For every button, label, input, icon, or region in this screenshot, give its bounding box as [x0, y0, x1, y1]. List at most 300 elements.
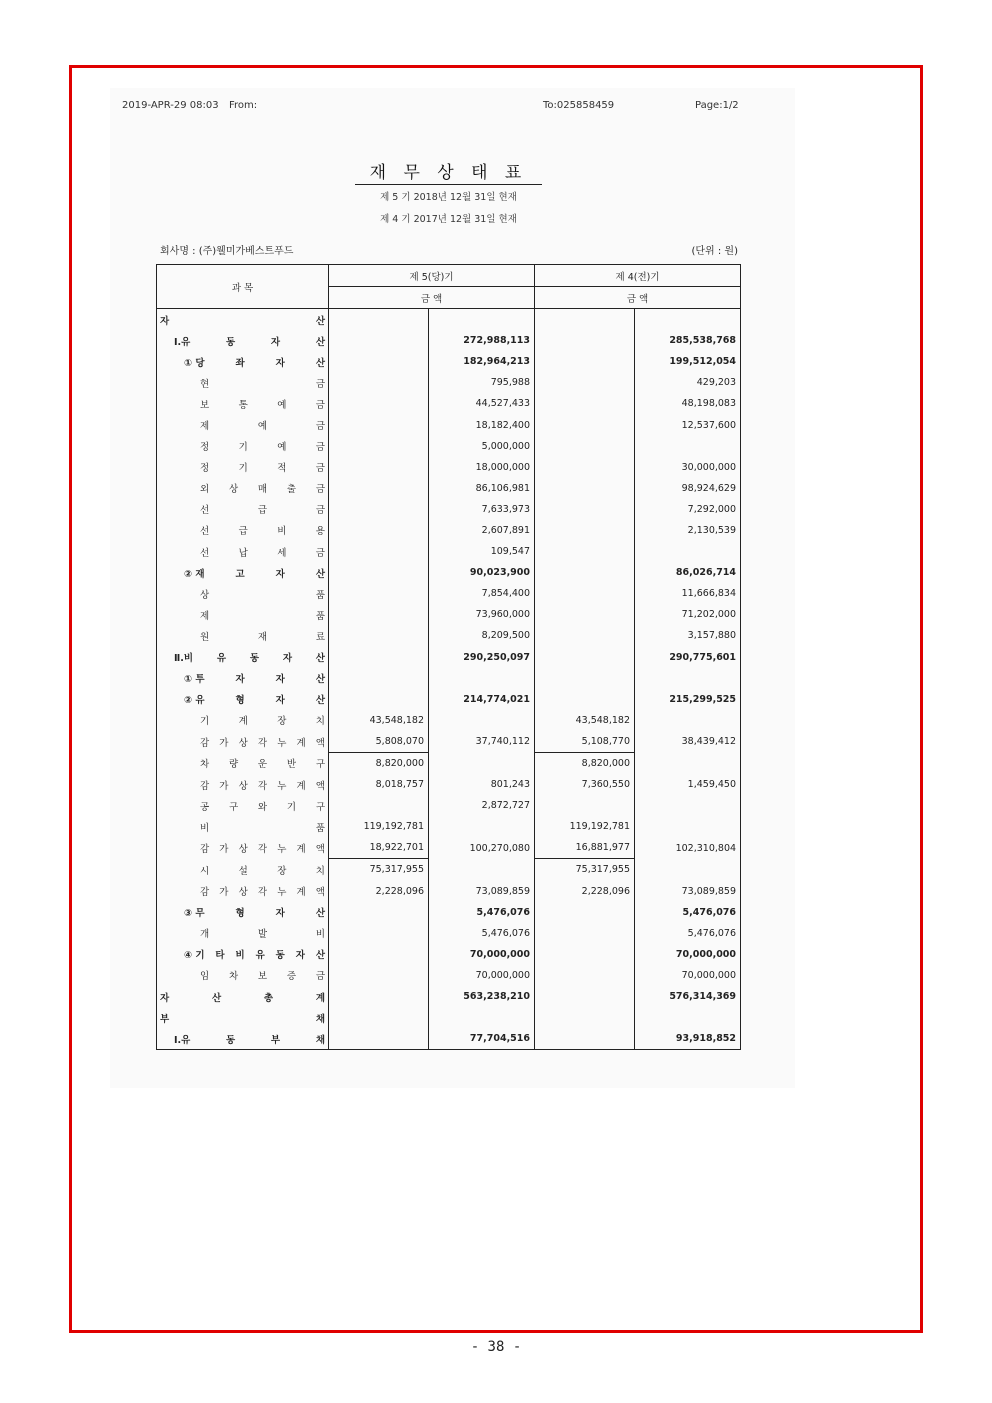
account-name-part: 가: [219, 737, 229, 749]
amount-p1: [535, 541, 635, 562]
account-name-part: 치: [315, 865, 325, 877]
amount-c2: 5,000,000: [429, 436, 535, 457]
fax-from: From:: [229, 100, 258, 111]
account-name-part: 총: [263, 992, 274, 1004]
account-name-part: 산: [211, 992, 222, 1004]
amount-p1: [535, 436, 635, 457]
unit-label: (단위 : 원): [691, 246, 738, 257]
amount-p2: [635, 668, 741, 689]
header-current-amount: 금 액: [329, 287, 535, 309]
account-name-part: 감: [200, 780, 210, 792]
account-name: [157, 478, 329, 499]
amount-p1: [535, 1028, 635, 1050]
amount-p1: [535, 604, 635, 625]
table-row: [157, 436, 741, 457]
account-name-part: 현: [200, 378, 210, 390]
account-name: [157, 902, 329, 923]
table-row: [157, 478, 741, 499]
account-name-part: 자: [275, 357, 285, 369]
account-name: [157, 625, 329, 646]
account-name-part: 외: [200, 484, 210, 496]
account-name-part: 각: [257, 737, 268, 749]
account-name-part: 계: [238, 716, 248, 728]
table-row: [157, 541, 741, 562]
amount-c2: [429, 309, 535, 331]
account-name-part: 산: [315, 336, 325, 348]
account-name-part: 상: [238, 887, 248, 899]
amount-p2: 93,918,852: [635, 1028, 741, 1050]
amount-p2: 30,000,000: [635, 457, 741, 478]
amount-p1: [535, 923, 635, 944]
amount-c1: [329, 986, 429, 1007]
amount-p2: 199,512,054: [635, 351, 741, 372]
table-row: [157, 499, 741, 520]
account-name: [157, 604, 329, 625]
amount-c1: 75,317,955: [329, 859, 429, 881]
amount-c2: 7,854,400: [429, 583, 535, 604]
account-name-part: ① 투: [184, 674, 205, 686]
amount-p1: [535, 478, 635, 499]
amount-p2: 5,476,076: [635, 923, 741, 944]
account-name-part: 부: [270, 1034, 281, 1046]
amount-c2: 70,000,000: [429, 944, 535, 965]
table-row: [157, 668, 741, 689]
account-name-part: 상: [238, 737, 248, 749]
amount-p2: 70,000,000: [635, 965, 741, 986]
account-name: [157, 499, 329, 520]
amount-c1: [329, 689, 429, 710]
amount-p2: [635, 816, 741, 837]
amount-p1: 75,317,955: [535, 859, 635, 881]
amount-c2: [429, 859, 535, 881]
amount-p2: 70,000,000: [635, 944, 741, 965]
account-name-part: 발: [257, 929, 268, 941]
account-name: [157, 752, 329, 774]
amount-c2: 77,704,516: [429, 1028, 535, 1050]
account-name-part: 보: [257, 971, 268, 983]
account-name-part: 임: [200, 971, 210, 983]
account-name-part: 구: [315, 801, 325, 813]
amount-p1: [535, 414, 635, 435]
account-name-part: 품: [315, 822, 325, 834]
account-name-part: 운: [257, 759, 268, 771]
table-row: [157, 393, 741, 414]
account-name-part: 자: [160, 315, 170, 327]
amount-p2: 102,310,804: [635, 837, 741, 859]
account-name-part: 정: [200, 442, 210, 454]
amount-p2: [635, 859, 741, 881]
account-name-part: 자: [270, 336, 281, 348]
account-name: [157, 541, 329, 562]
amount-c1: [329, 541, 429, 562]
account-name-part: 누: [277, 780, 287, 792]
amount-p1: [535, 457, 635, 478]
account-name: [157, 457, 329, 478]
amount-c2: [429, 752, 535, 774]
amount-c1: 2,228,096: [329, 881, 429, 902]
amount-p1: [535, 520, 635, 541]
account-name-part: 동: [226, 336, 236, 348]
table-row: [157, 881, 741, 902]
amount-p2: 48,198,083: [635, 393, 741, 414]
account-name-part: 장: [277, 716, 287, 728]
account-name-part: 액: [315, 887, 325, 899]
amount-c1: [329, 965, 429, 986]
account-name-part: 상: [238, 780, 248, 792]
amount-c1: [329, 625, 429, 646]
account-name-part: 정: [200, 463, 210, 475]
account-name-part: 자: [235, 674, 245, 686]
account-name: [157, 1007, 329, 1028]
account-name: [157, 393, 329, 414]
amount-c1: [329, 944, 429, 965]
amount-p2: [635, 795, 741, 816]
header-previous-amount: 금 액: [535, 287, 741, 309]
amount-p1: 16,881,977: [535, 837, 635, 859]
amount-c1: [329, 520, 429, 541]
amount-p2: 215,299,525: [635, 689, 741, 710]
account-name-part: ① 당: [184, 357, 205, 369]
account-name-part: Ⅱ.비: [174, 653, 194, 665]
account-name-part: 감: [200, 887, 210, 899]
account-name-part: 품: [315, 610, 325, 622]
account-name: [157, 816, 329, 837]
amount-p1: [535, 965, 635, 986]
header-account: 과 목: [157, 265, 329, 309]
amount-c1: [329, 436, 429, 457]
account-name: [157, 647, 329, 668]
account-name: [157, 520, 329, 541]
account-name-part: 산: [315, 357, 325, 369]
amount-c1: [329, 795, 429, 816]
account-name: [157, 689, 329, 710]
account-name: [157, 414, 329, 435]
amount-p2: 5,476,076: [635, 902, 741, 923]
amount-p2: [635, 436, 741, 457]
account-name: [157, 330, 329, 351]
account-name: [157, 1028, 329, 1050]
account-name-part: 선: [200, 547, 210, 559]
account-name-part: 부: [160, 1013, 170, 1025]
account-name: [157, 351, 329, 372]
table-row: [157, 414, 741, 435]
account-name-part: 금: [315, 421, 325, 433]
amount-c2: 109,547: [429, 541, 535, 562]
account-name-part: 산: [315, 950, 325, 962]
amount-c1: [329, 309, 429, 331]
account-name-part: 감: [200, 844, 210, 856]
header-current-period: 제 5(당)기: [329, 265, 535, 287]
amount-c2: 563,238,210: [429, 986, 535, 1007]
account-name-part: 각: [257, 780, 268, 792]
account-name-part: 각: [257, 844, 268, 856]
amount-c2: 272,988,113: [429, 330, 535, 351]
account-name: [157, 774, 329, 795]
table-row: [157, 583, 741, 604]
amount-p2: 71,202,000: [635, 604, 741, 625]
account-name-part: 차: [228, 971, 239, 983]
amount-p1: [535, 372, 635, 393]
amount-p2: 290,775,601: [635, 647, 741, 668]
account-name-part: 누: [277, 887, 287, 899]
fax-datetime: 2019-APR-29 08:03: [122, 100, 219, 111]
table-row: [157, 859, 741, 881]
amount-c1: [329, 478, 429, 499]
amount-p1: 8,820,000: [535, 752, 635, 774]
amount-p2: 73,089,859: [635, 881, 741, 902]
amount-c1: [329, 372, 429, 393]
amount-p1: [535, 647, 635, 668]
table-row: [157, 625, 741, 646]
account-name-part: 자: [295, 950, 305, 962]
amount-c2: 8,209,500: [429, 625, 535, 646]
amount-c2: 18,182,400: [429, 414, 535, 435]
account-name-part: 산: [315, 674, 325, 686]
amount-c1: [329, 1028, 429, 1050]
fax-page: Page:1/2: [695, 100, 739, 111]
amount-c2: 2,872,727: [429, 795, 535, 816]
amount-c2: 182,964,213: [429, 351, 535, 372]
amount-p1: [535, 1007, 635, 1028]
account-name-part: 금: [315, 442, 325, 454]
account-name-part: 금: [315, 971, 325, 983]
amount-c2: 18,000,000: [429, 457, 535, 478]
account-name-part: 액: [315, 844, 325, 856]
account-name-part: 세: [277, 547, 287, 559]
account-name-part: 금: [315, 463, 325, 475]
account-name: [157, 837, 329, 859]
account-name-part: 자: [275, 674, 285, 686]
amount-c2: 70,000,000: [429, 965, 535, 986]
account-name-part: 누: [277, 737, 287, 749]
account-name-part: 제: [200, 421, 210, 433]
amount-p2: [635, 752, 741, 774]
account-name-part: 개: [200, 929, 210, 941]
amount-p1: [535, 393, 635, 414]
amount-p1: [535, 986, 635, 1007]
account-name-part: 반: [286, 759, 297, 771]
account-name-part: Ⅰ.유: [174, 1034, 191, 1046]
title-underline: [355, 184, 542, 185]
account-name-part: 타: [215, 950, 225, 962]
account-name-part: 선: [200, 526, 210, 538]
account-name-part: 재: [257, 631, 268, 643]
account-name-part: 제: [200, 610, 210, 622]
amount-p1: [535, 583, 635, 604]
amount-c1: [329, 393, 429, 414]
table-row: [157, 457, 741, 478]
amount-c2: [429, 668, 535, 689]
account-name-part: 금: [315, 399, 325, 411]
table-row: [157, 330, 741, 351]
account-name-part: 급: [257, 505, 268, 517]
account-name-part: 산: [315, 695, 325, 707]
table-row: [157, 689, 741, 710]
amount-p2: 12,537,600: [635, 414, 741, 435]
account-name-part: 용: [315, 526, 325, 538]
amount-c2: [429, 1007, 535, 1028]
account-name-part: 기: [238, 442, 248, 454]
table-body: [157, 309, 741, 1050]
account-name-part: 원: [200, 631, 210, 643]
account-name-part: 채: [315, 1034, 325, 1046]
account-name-part: 품: [315, 589, 325, 601]
account-name: [157, 859, 329, 881]
amount-c1: [329, 330, 429, 351]
account-name: [157, 731, 329, 753]
amount-c1: [329, 668, 429, 689]
amount-p1: [535, 902, 635, 923]
amount-c2: 73,960,000: [429, 604, 535, 625]
account-name-part: 자: [275, 908, 285, 920]
account-name-part: 동: [275, 950, 285, 962]
amount-p1: 2,228,096: [535, 881, 635, 902]
table-row: [157, 731, 741, 753]
amount-c2: 44,527,433: [429, 393, 535, 414]
account-name-part: 매: [257, 484, 268, 496]
amount-p1: [535, 351, 635, 372]
table-row: [157, 774, 741, 795]
account-name-part: 자: [160, 992, 170, 1004]
financial-statement-table: [156, 264, 741, 1050]
account-name-part: ② 재: [184, 568, 205, 580]
account-name-part: 계: [315, 992, 325, 1004]
account-name-part: 기: [200, 716, 210, 728]
account-name-part: 유: [255, 950, 265, 962]
account-name-part: 상: [238, 844, 248, 856]
period-previous: 제 4 기 2017년 12월 31일 현재: [380, 214, 517, 225]
amount-p1: [535, 309, 635, 331]
amount-c2: 73,089,859: [429, 881, 535, 902]
amount-p1: 119,192,781: [535, 816, 635, 837]
account-name-part: 상: [228, 484, 239, 496]
account-name-part: Ⅰ.유: [174, 336, 191, 348]
amount-p1: [535, 795, 635, 816]
account-name-part: 감: [200, 737, 210, 749]
amount-c1: [329, 923, 429, 944]
amount-c2: 86,106,981: [429, 478, 535, 499]
amount-p1: 43,548,182: [535, 710, 635, 731]
account-name: [157, 986, 329, 1007]
account-name-part: ④ 기: [184, 950, 205, 962]
amount-c1: [329, 414, 429, 435]
account-name-part: 금: [315, 378, 325, 390]
amount-c2: 7,633,973: [429, 499, 535, 520]
table-row: [157, 816, 741, 837]
table-row: [157, 351, 741, 372]
amount-p2: 429,203: [635, 372, 741, 393]
amount-c1: 43,548,182: [329, 710, 429, 731]
account-name-part: 계: [296, 737, 306, 749]
account-name-part: 구: [315, 759, 325, 771]
amount-c2: 214,774,021: [429, 689, 535, 710]
account-name-part: 액: [315, 780, 325, 792]
table-row: [157, 923, 741, 944]
amount-p2: 38,439,412: [635, 731, 741, 753]
account-name-part: 비: [235, 950, 245, 962]
account-name: [157, 309, 329, 331]
account-name-part: 자: [282, 653, 292, 665]
account-name-part: 산: [315, 315, 325, 327]
account-name-part: 동: [226, 1034, 236, 1046]
account-name-part: 구: [228, 801, 239, 813]
account-name-part: 예: [257, 421, 268, 433]
account-name-part: 누: [277, 844, 287, 856]
account-name: [157, 436, 329, 457]
account-name-part: 금: [315, 547, 325, 559]
table-row: [157, 309, 741, 331]
account-name-part: 산: [315, 653, 325, 665]
account-name-part: 차: [200, 759, 210, 771]
amount-c1: [329, 499, 429, 520]
account-name: [157, 795, 329, 816]
amount-p2: 86,026,714: [635, 562, 741, 583]
account-name-part: 고: [235, 568, 245, 580]
page-number: - 38 -: [470, 1339, 522, 1355]
account-name: [157, 881, 329, 902]
account-name-part: 가: [219, 780, 229, 792]
account-name-part: 시: [200, 865, 210, 877]
amount-c1: 5,808,070: [329, 731, 429, 753]
amount-p2: 3,157,880: [635, 625, 741, 646]
account-name-part: 치: [315, 716, 325, 728]
account-name-part: 증: [286, 971, 297, 983]
account-name: [157, 562, 329, 583]
account-name-part: 계: [296, 887, 306, 899]
account-name-part: 동: [249, 653, 260, 665]
amount-c2: [429, 710, 535, 731]
account-name-part: 비: [277, 526, 287, 538]
account-name: [157, 710, 329, 731]
amount-c2: 801,243: [429, 774, 535, 795]
account-name-part: 금: [315, 484, 325, 496]
account-name-part: 예: [277, 442, 287, 454]
amount-c2: 2,607,891: [429, 520, 535, 541]
amount-c2: 5,476,076: [429, 923, 535, 944]
table-row: [157, 710, 741, 731]
account-name-part: 유: [216, 653, 227, 665]
amount-c1: 119,192,781: [329, 816, 429, 837]
amount-c2: 290,250,097: [429, 647, 535, 668]
amount-c1: [329, 604, 429, 625]
table-row: [157, 1007, 741, 1028]
account-name-part: 상: [200, 589, 210, 601]
table-row: [157, 795, 741, 816]
account-name: [157, 583, 329, 604]
account-name-part: 산: [315, 908, 325, 920]
account-name-part: 출: [286, 484, 297, 496]
amount-p2: 11,666,834: [635, 583, 741, 604]
amount-p1: [535, 689, 635, 710]
account-name-part: 좌: [235, 357, 245, 369]
table-row: [157, 1028, 741, 1050]
table-row: [157, 986, 741, 1007]
table-row: [157, 944, 741, 965]
amount-p1: [535, 625, 635, 646]
account-name-part: 장: [277, 865, 287, 877]
amount-p2: [635, 309, 741, 331]
amount-p2: 7,292,000: [635, 499, 741, 520]
account-name-part: 액: [315, 737, 325, 749]
amount-c1: 8,018,757: [329, 774, 429, 795]
table-row: [157, 647, 741, 668]
amount-p2: [635, 1007, 741, 1028]
account-name-part: 자: [275, 695, 285, 707]
table-row: [157, 604, 741, 625]
account-name-part: ③ 무: [184, 908, 205, 920]
account-name-part: 급: [238, 526, 248, 538]
account-name-part: 비: [315, 929, 325, 941]
